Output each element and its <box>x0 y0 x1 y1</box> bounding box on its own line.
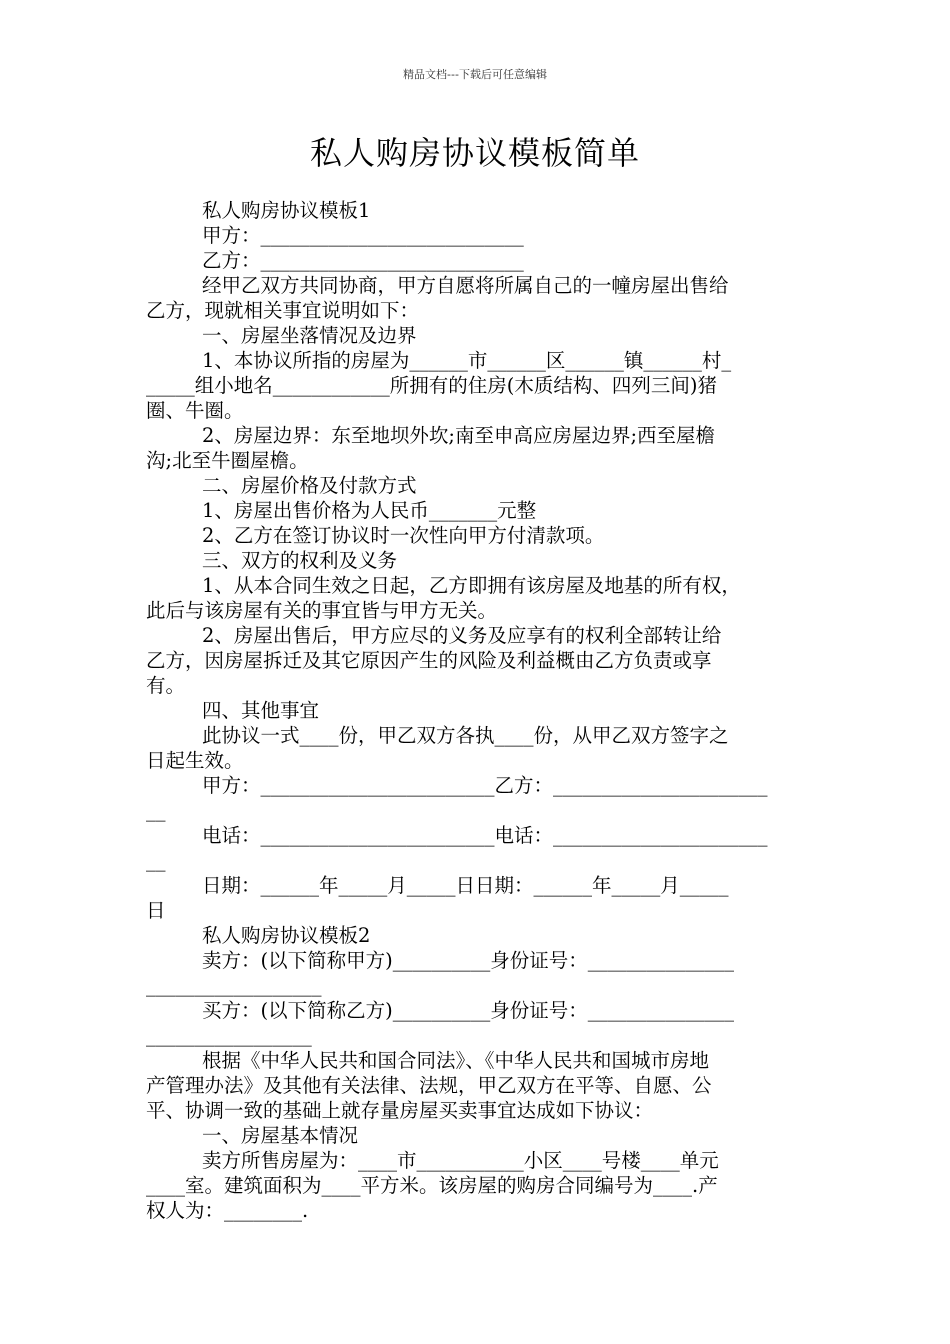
paragraph-line: 经甲乙双方共同协商，甲方自愿将所属自己的一幢房屋出售给 <box>202 274 729 297</box>
paragraph-line: 根据《中华人民共和国合同法》、《中华人民共和国城市房地 <box>202 1049 710 1072</box>
paragraph-line: 此后与该房屋有关的事宜皆与甲方无关。 <box>146 599 498 622</box>
phone-line-tail: __ <box>146 849 166 872</box>
section-heading: 一、房屋基本情况 <box>202 1124 359 1147</box>
document-body <box>146 198 812 1223</box>
buyer-line: 买方：(以下简称乙方)__________身份证号：_______________ <box>202 999 734 1022</box>
paragraph-line: 乙方，现就相关事宜说明如下： <box>146 299 420 322</box>
buyer-line-tail: _________________ <box>146 1024 312 1047</box>
section-heading: 四、其他事宜 <box>202 699 320 722</box>
paragraph-line: 1、从本合同生效之日起，乙方即拥有该房屋及地基的所有权， <box>202 574 741 597</box>
paragraph-line: ____室。建筑面积为____平方米。该房屋的购房合同编号为____.产 <box>146 1174 718 1197</box>
template-heading-1: 私人购房协议模板1 <box>202 199 371 222</box>
section-heading: 二、房屋价格及付款方式 <box>202 474 417 497</box>
paragraph-line: 1、本协议所指的房屋为______市______区______镇______村_ <box>202 349 732 372</box>
section-heading: 一、房屋坐落情况及边界 <box>202 324 417 347</box>
party-b-line: 乙方：___________________________ <box>202 249 524 272</box>
paragraph-line: 2、房屋边界：东至地坝外坎;南至申高应房屋边界;西至屋檐 <box>202 424 716 447</box>
party-a-line: 甲方：___________________________ <box>202 224 524 247</box>
paragraph-line: 圈、牛圈。 <box>146 399 244 422</box>
section-heading: 三、双方的权利及义务 <box>202 549 398 572</box>
paragraph-line: 此协议一式____份，甲乙双方各执____份，从甲乙双方签字之 <box>202 724 729 747</box>
paragraph-line: 平、协调一致的基础上就存量房屋买卖事宜达成如下协议： <box>146 1099 654 1122</box>
paragraph-line: 产管理办法》及其他有关法律、法规，甲乙双方在平等、自愿、公 <box>146 1074 712 1097</box>
date-line: 日期：______年_____月_____日日期：______年_____月_____ <box>202 874 729 897</box>
date-line-tail: 日 <box>146 899 166 922</box>
page-header: 精品文档---下载后可任意编辑 <box>403 68 547 81</box>
paragraph-line: 2、房屋出售后，甲方应尽的义务及应享有的权利全部转让给 <box>202 624 722 647</box>
phone-line: 电话：________________________电话：______________________ <box>202 824 768 847</box>
seller-line-tail: __________________ <box>146 974 322 997</box>
signature-line: 甲方：________________________乙方：______________________ <box>202 774 768 797</box>
paragraph-line: 日起生效。 <box>146 749 244 772</box>
paragraph-line: 乙方，因房屋拆迁及其它原因产生的风险及利益概由乙方负责或享 <box>146 649 712 672</box>
paragraph-line: 卖方所售房屋为：____市___________小区____号楼____单元 <box>202 1149 719 1172</box>
signature-line-tail: __ <box>146 799 166 822</box>
paragraph-line: 权人为：________. <box>146 1199 309 1222</box>
paragraph-line: 1、房屋出售价格为人民币_______元整 <box>202 499 537 522</box>
paragraph-line: 沟;北至牛圈屋檐。 <box>146 449 309 472</box>
seller-line: 卖方：(以下简称甲方)__________身份证号：_______________ <box>202 949 734 972</box>
document-title: 私人购房协议模板简单 <box>309 134 640 172</box>
paragraph-line: 2、乙方在签订协议时一次性向甲方付清款项。 <box>202 524 605 547</box>
paragraph-line: _____组小地名____________所拥有的住房(木质结构、四列三间)猪 <box>146 374 717 397</box>
paragraph-line: 有。 <box>146 674 186 697</box>
template-heading-2: 私人购房协议模板2 <box>202 924 371 947</box>
